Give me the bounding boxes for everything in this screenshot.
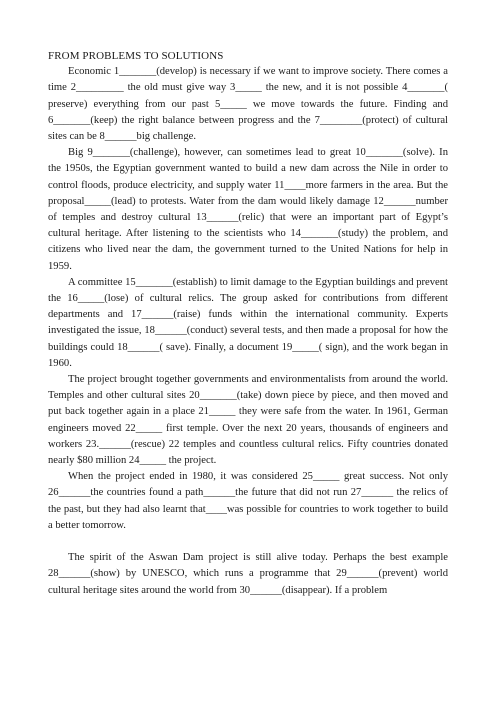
paragraph-2: Big 9_______(challenge), however, can sometimes lead to great 10_______(solve). In the 1950s, the Egyptian government wanted to build a new dam across the Nile in order to control floods, produce electricity, and supply water 11____more farmers in the area. But the proposal_____(lead) to protests. Water from the dam would likely damage 12______number of temples and destroy cultural 13______(relic) that were an important part of Egypt’s cultural heritage. After listening to the scientists who 14_______(study) the problem, and citizens who lived near the dam, the government turned to the United Nations for help in 1959. bbox=[48, 147, 448, 272]
paragraph-3: A committee 15_______(establish) to limit damage to the Egyptian buildings and prevent the 16_____(lose) of cultural relics. The group asked for contributions from different departments and 17______(raise) funds within the international community. Experts investigated the issue, 18______(conduct) several tests, and then made a proposal for how the buildings could 18______( save). Finally, a document 19_____( sign), and the work began in 1960. bbox=[48, 276, 448, 369]
paragraph-4: The project brought together governments and environmentalists from around the world. Temples and other cultural sites 20_______(take) down piece by piece, and then moved and put back together again in a place 21_____ they were safe from the water. In 1961, German engineers moved 22_____ first temple. Over the next 20 years, thousands of engineers and workers 23.______(rescue) 22 temples and countless cultural relics. Fifty countries donated nearly $80 million 24_____ the project. bbox=[48, 374, 448, 467]
paragraph-6: The spirit of the Aswan Dam project is still alive today. Perhaps the best example 28______(show) by UNESCO, which runs a programme that 29______(prevent) world cultural heritage sites around the world from 30______(disappear). If a problem bbox=[48, 552, 448, 596]
paragraph-1: Economic 1_______(develop) is necessary if we want to improve society. There comes a time 2_________ the old must give way 3_____ the new, and it is not possible 4_______( preserve) everything from our past 5_____ we move towards the future. Finding and 6_______(keep) the right balance between progress and the 7________(protect) of cultural sites can be 8______big challenge. bbox=[48, 66, 448, 143]
page-title: FROM PROBLEMS TO SOLUTIONS bbox=[48, 50, 224, 62]
worksheet-page bbox=[48, 48, 448, 599]
paragraph-5: When the project ended in 1980, it was considered 25_____ great success. Not only 26______the countries found a path______the future that did not run 27______ the relics of the past, but they had also learnt that____was possible for countries to work together to build a better tomorrow. bbox=[48, 471, 448, 531]
paragraph-gap bbox=[48, 534, 448, 550]
